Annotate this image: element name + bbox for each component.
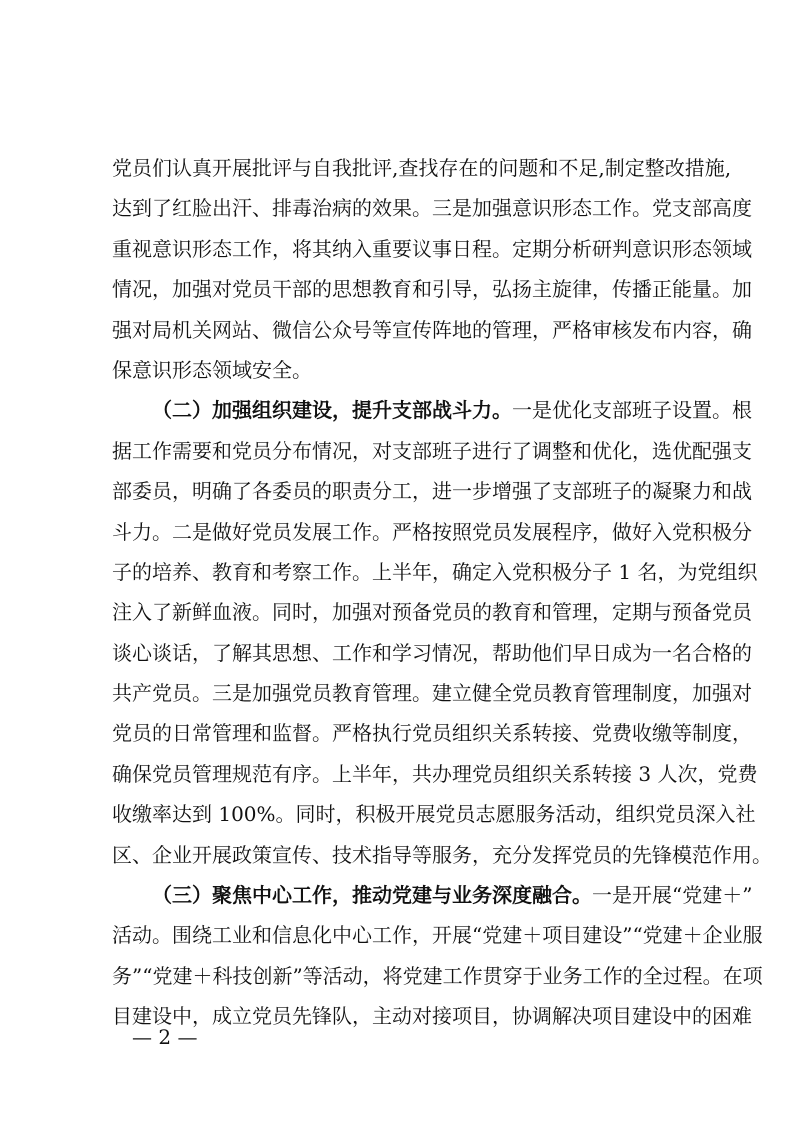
text-line: 注入了新鲜血液。同时，加强对预备党员的教育和管理，定期与预备党员 — [112, 600, 752, 625]
text-line: 据工作需要和党员分布情况，对支部班子进行了调整和优化，选优配强支 — [112, 438, 752, 463]
text-run: 一是优化支部班子设置。根 — [512, 398, 752, 423]
body-text — [112, 148, 772, 1037]
text-line: 党员的日常管理和监督。严格执行党员组织关系转接、党费收缴等制度， — [112, 721, 752, 746]
text-line: 强对局机关网站、微信公众号等宣传阵地的管理，严格审核发布内容，确 — [112, 317, 752, 342]
section-heading-line — [112, 875, 753, 915]
text-line: 保意识形态领域安全。 — [112, 357, 312, 382]
text-line: 部委员，明确了各委员的职责分工，进一步增强了支部班子的凝聚力和战 — [112, 479, 752, 504]
text-line: 活动。围绕工业和信息化中心工作，开展“党建＋项目建设”“党建＋企业服 — [112, 923, 763, 948]
page-number: — 2 — — [132, 1025, 198, 1049]
text-run: 一是开展“党建＋” — [592, 883, 753, 908]
text-line: 确保党员管理规范有序。上半年，共办理党员组织关系转接 3 人次，党费 — [112, 761, 758, 786]
section-heading-2: （二）加强组织建设，提升支部战斗力。 — [152, 398, 512, 423]
text-line: 党员们认真开展批评与自我批评,查找存在的问题和不足,制定整改措施, — [112, 156, 732, 180]
text-line: 区、企业开展政策宣传、技术指导等服务，充分发挥党员的先锋模范作用。 — [112, 842, 772, 867]
text-line: 达到了红脸出汗、排毒治病的效果。三是加强意识形态工作。党支部高度 — [112, 196, 752, 221]
text-line: 目建设中，成立党员先锋队，主动对接项目，协调解决项目建设中的困难 — [112, 1004, 752, 1029]
text-line: 情况，加强对党员干部的思想教育和引导，弘扬主旋律，传播正能量。加 — [112, 277, 752, 302]
text-line: 务”“党建＋科技创新”等活动，将党建工作贯穿于业务工作的全过程。在项 — [112, 963, 763, 988]
section-heading-line — [112, 390, 752, 430]
text-line: 谈心谈话，了解其思想、工作和学习情况，帮助他们早日成为一名合格的 — [112, 640, 752, 665]
text-line: 子的培养、教育和考察工作。上半年，确定入党积极分子 1 名，为党组织 — [112, 559, 758, 584]
text-line: 共产党员。三是加强党员教育管理。建立健全党员教育管理制度，加强对 — [112, 681, 752, 706]
text-line: 重视意识形态工作，将其纳入重要议事日程。定期分析研判意识形态领域 — [112, 236, 752, 261]
section-heading-3: （三）聚焦中心工作，推动党建与业务深度融合。 — [152, 883, 592, 908]
text-line: 收缴率达到 100%。同时，积极开展党员志愿服务活动，组织党员深入社 — [112, 802, 756, 827]
text-line: 斗力。二是做好党员发展工作。严格按照党员发展程序，做好入党积极分 — [112, 519, 752, 544]
